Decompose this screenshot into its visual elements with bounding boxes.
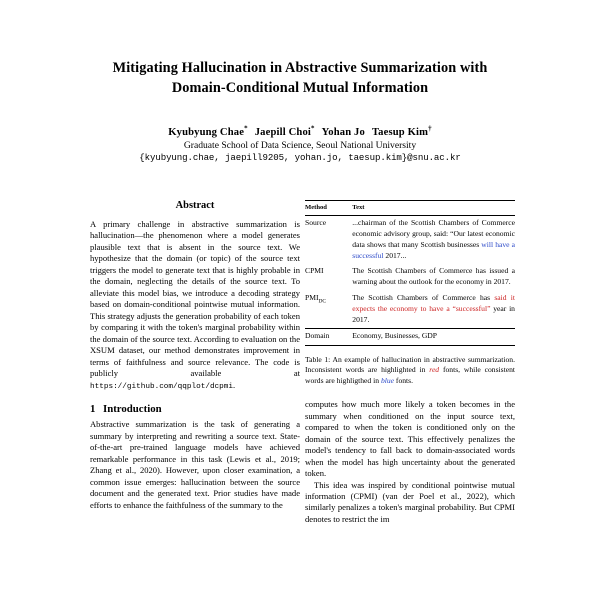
right-column-paragraph-1: computes how much more likely a token becomes in the summary when conditioned on the input source text, compared to when the token is conditioned only on the domain of the source text. This effectively penalizes the model's tendency to fall back to domain-associated words when the model has high uncertainty about the generated token.: [305, 399, 515, 479]
paper-title-line-1: Mitigating Hallucination in Abstractive Summarization with: [112, 60, 488, 76]
author-name: Kyubyung Chae: [168, 126, 245, 138]
segment-inconsistent-highlight: said it expects the economy to have a “successful”: [352, 293, 515, 313]
page-title: [65, 58, 535, 99]
table-caption: [305, 355, 515, 386]
author-emails: {kyubyung.chae, jaepill9205, yohan.jo, taesup.kim}@snu.ac.kr: [139, 151, 461, 163]
example-table: [305, 200, 515, 346]
two-column-body: [0, 200, 600, 600]
authors-block: [65, 99, 535, 163]
segment-plain: year in 2017.: [352, 303, 515, 324]
row-text-pmidc: [352, 291, 515, 329]
row-text-source: [352, 216, 515, 265]
column-header-text: Text: [352, 201, 515, 216]
right-column-paragraph-2: This idea was inspired by conditional pointwise mutual information (CPMI) (van der Poel et al., 2022), which similarly penalizes a token's marginal probability. But CPMI denotes to restrict the im: [305, 479, 515, 524]
section-number: 1: [90, 403, 96, 416]
title-block: [65, 0, 535, 99]
row-text-domain: Economy, Businesses, GDP: [352, 329, 515, 346]
row-method-domain: Domain: [305, 329, 352, 346]
segment-plain: ...chairman of the Scottish Chambers of Commerce economic advisory group, said: “Our latest economic data shows that many Scottish businesses: [352, 218, 515, 249]
author-footnote-mark: *: [244, 124, 248, 133]
abstract-url-suffix: .: [233, 379, 236, 390]
table-row: [305, 291, 515, 329]
row-method-cpmi: CPMI: [305, 266, 324, 276]
left-column: [90, 200, 300, 511]
table-header-row: [305, 201, 515, 216]
code-url[interactable]: https://github.com/qqplot/dcpmi: [90, 382, 234, 391]
row-method-source: Source: [305, 216, 352, 265]
paper-title-line-2: Domain-Conditional Mutual Information: [171, 80, 429, 97]
row-method-pmidc: [305, 291, 352, 329]
author-name: Taesup Kim: [371, 126, 429, 138]
segment-plain: 2017...: [383, 250, 407, 260]
caption-part-2: fonts, while consistent words are highligthed in: [305, 365, 515, 385]
affiliation: Graduate School of Data Science, Seoul National University: [183, 139, 417, 151]
caption-blue-word: blue: [380, 375, 395, 385]
section-heading-introduction: [90, 403, 300, 415]
column-header-method: Method: [305, 201, 352, 216]
segment-consistent-highlight: will have a successful: [352, 239, 515, 260]
caption-red-word: red: [429, 365, 440, 375]
right-column: [305, 200, 515, 525]
author-list: [65, 124, 535, 138]
introduction-paragraph-1: Abstractive summarization is the task of generating a summary by interpreting and rewriting a source text. State-of-the-art pre-trained language models have achieved remarkable performance in this task (Lewis et al., 2019; Zhang et al., 2020). However, upon closer examination, a common issue emerges: hallucination between the source document and the generated text. Prior studies have made efforts to enhance the faithfulness of the summary to the: [90, 419, 300, 510]
example-table-wrapper: [305, 200, 515, 346]
author-name: Yohan Jo: [321, 126, 365, 138]
author-name: Jaepill Choi: [254, 126, 311, 138]
row-text-cpmi: The Scottish Chambers of Commerce has issued a warning about the outlook for the economy in 2017.: [352, 266, 515, 287]
caption-part-3: fonts.: [394, 375, 413, 385]
author-footnote-mark: †: [428, 124, 432, 133]
table-row: [305, 264, 515, 291]
method-subscript: DC: [318, 298, 327, 305]
method-label: PMI: [305, 293, 319, 303]
section-title: Introduction: [103, 403, 162, 416]
author-footnote-mark: *: [310, 124, 315, 133]
caption-part-1: Table 1: An example of hallucination in abstractive summarization. Inconsistent words are highlighted in: [305, 355, 515, 375]
abstract-heading: Abstract: [175, 200, 215, 211]
table-row: [305, 329, 515, 346]
abstract-paragraph: [90, 219, 300, 392]
segment-plain: The Scottish Chambers of Commerce has: [352, 293, 495, 303]
abstract-text: A primary challenge in abstractive summarization is hallucination—the phenomenon where a model generates plausible text that is absent in the source text. We hypothesize that the domain (or topic) of the source text triggers the model to generate text that is highly probable in the domain, neglecting the details of the source text. To alleviate this model bias, we introduce a decoding strategy based on domain-conditional pointwise mutual information. This strategy adjusts the generation probability of each token by comparing it with the token's marginal probability within the domain of the source text. According to evaluation on the XSUM dataset, our method demonstrates improvement in terms of faithfulness and source relevance. The code is publicly available at: [90, 219, 300, 379]
table-row: [305, 216, 515, 265]
